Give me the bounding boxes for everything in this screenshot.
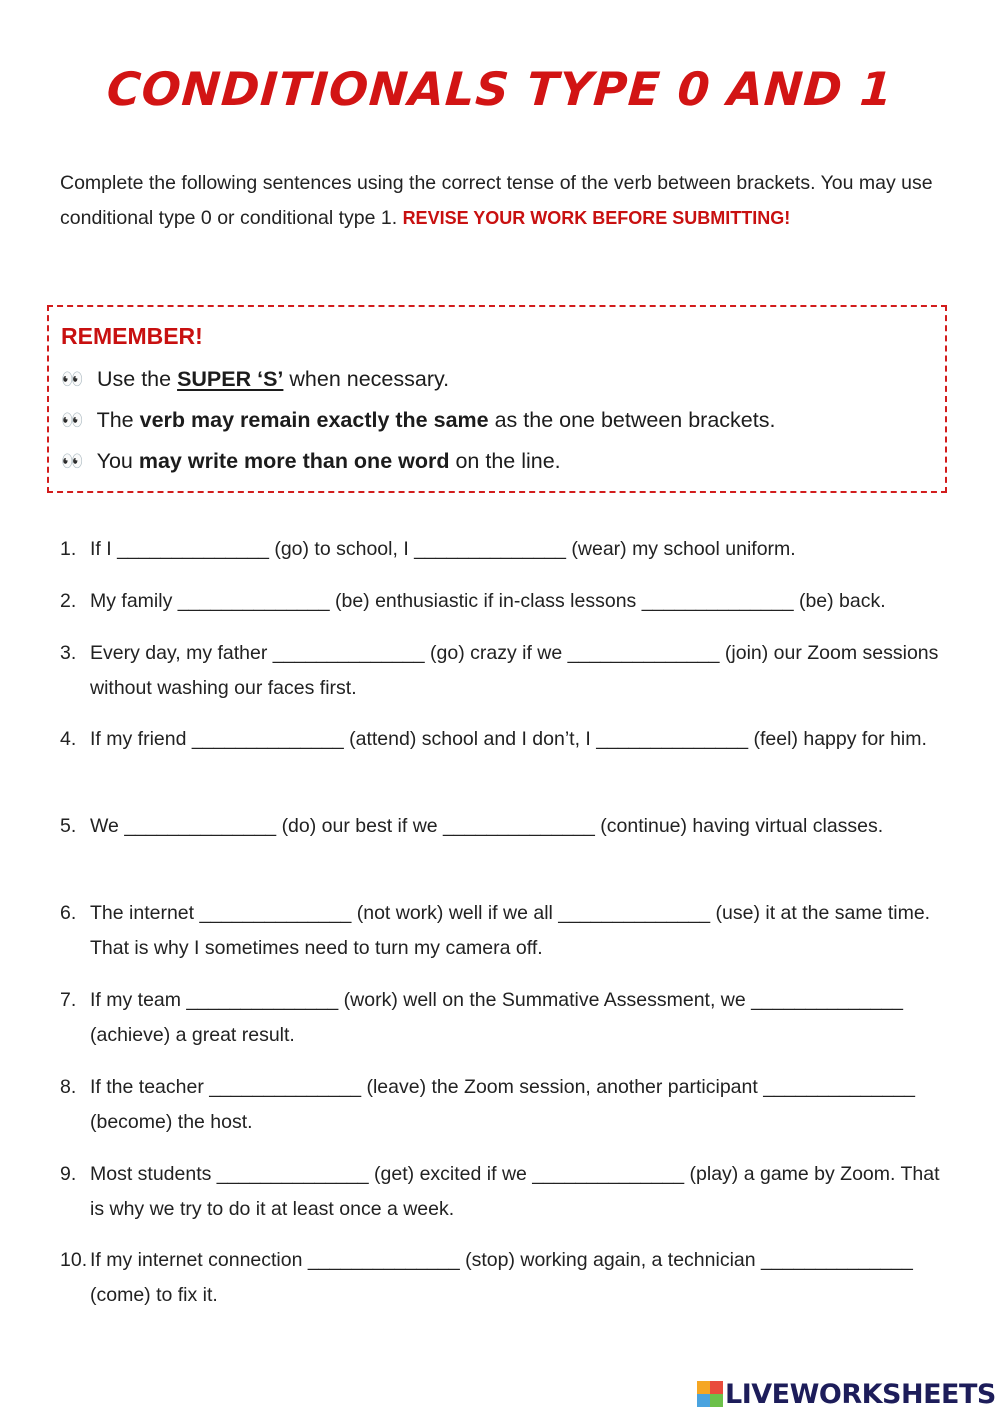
exercise-item [60, 983, 950, 1053]
remember-tip [61, 408, 775, 433]
remember-tip [61, 449, 561, 474]
tip-text: You [96, 449, 139, 473]
exercise-item [60, 1243, 950, 1313]
exercise-number: 6. [60, 902, 77, 924]
exercise-number: 9. [60, 1163, 77, 1185]
exercise-number: 4. [60, 728, 77, 750]
exercise-text[interactable]: We ______________ (do) our best if we ______________ (continue) having virtual classes. [90, 815, 884, 837]
logo-text: LIVEWORKSHEETS [725, 1378, 996, 1410]
eyes-icon: 👀 [61, 410, 82, 430]
worksheet-title: CONDITIONALS TYPE 0 AND 1 [105, 62, 895, 116]
exercise-number: 2. [60, 590, 77, 612]
tip-text: Use the [96, 367, 178, 391]
exercise-item [60, 636, 950, 706]
exercise-item [60, 1070, 950, 1140]
exercise-text[interactable]: If my internet connection ______________ (stop) working again, a technician ______________ (come) to fix it. [90, 1249, 913, 1306]
liveworksheets-logo [697, 1376, 996, 1412]
exercise-number: 8. [60, 1076, 77, 1098]
exercise-number: 7. [60, 989, 77, 1011]
exercise-text[interactable]: If my team ______________ (work) well on the Summative Assessment, we ______________ (achieve) a great result. [90, 989, 903, 1046]
exercise-item [60, 722, 950, 757]
logo-mark-icon [697, 1381, 723, 1407]
exercise-number: 5. [60, 815, 77, 837]
exercise-text[interactable]: Every day, my father ______________ (go) crazy if we ______________ (join) our Zoom sessions without washing our faces first. [90, 642, 939, 699]
remember-heading: REMEMBER! [61, 323, 203, 349]
exercise-number: 3. [60, 642, 77, 664]
exercise-item [60, 532, 950, 567]
instructions-text: Complete the following sentences using the correct tense of the verb between brackets. You may use conditional type 0 or conditional type 1. [60, 172, 933, 229]
instructions [60, 166, 940, 236]
tip-text: as the one between brackets. [488, 408, 776, 432]
exercise-item [60, 809, 950, 844]
instructions-warning: REVISE YOUR WORK BEFORE SUBMITTING! [402, 208, 791, 228]
exercise-item [60, 896, 950, 966]
exercise-text[interactable]: Most students ______________ (get) excited if we ______________ (play) a game by Zoom. That is why we try to do it at least once a week. [90, 1163, 940, 1220]
tip-bold-text: may write more than one word [138, 449, 450, 473]
exercise-text[interactable]: If I ______________ (go) to school, I ______________ (wear) my school uniform. [90, 538, 796, 560]
eyes-icon: 👀 [61, 451, 82, 471]
remember-box [47, 305, 947, 493]
eyes-icon: 👀 [61, 369, 82, 389]
exercise-text[interactable]: If the teacher ______________ (leave) the Zoom session, another participant ______________ (become) the host. [90, 1076, 916, 1133]
exercise-number: 1. [60, 538, 77, 560]
tip-text: when necessary. [283, 367, 450, 391]
remember-tip [61, 367, 449, 392]
exercise-item [60, 584, 950, 619]
tip-bold-text: verb may remain exactly the same [139, 408, 489, 432]
tip-text: on the line. [449, 449, 561, 473]
exercise-item [60, 1157, 950, 1227]
exercise-text[interactable]: My family ______________ (be) enthusiastic if in-class lessons ______________ (be) back. [90, 590, 886, 612]
exercise-number: 10. [60, 1249, 88, 1271]
tip-text: The [96, 408, 140, 432]
exercise-text[interactable]: If my friend ______________ (attend) school and I don’t, I ______________ (feel) happy for him. [90, 728, 927, 750]
tip-bold-text: SUPER ‘S’ [177, 367, 284, 391]
exercise-text[interactable]: The internet ______________ (not work) well if we all ______________ (use) it at the same time. That is why I sometimes need to turn my camera off. [90, 902, 931, 959]
